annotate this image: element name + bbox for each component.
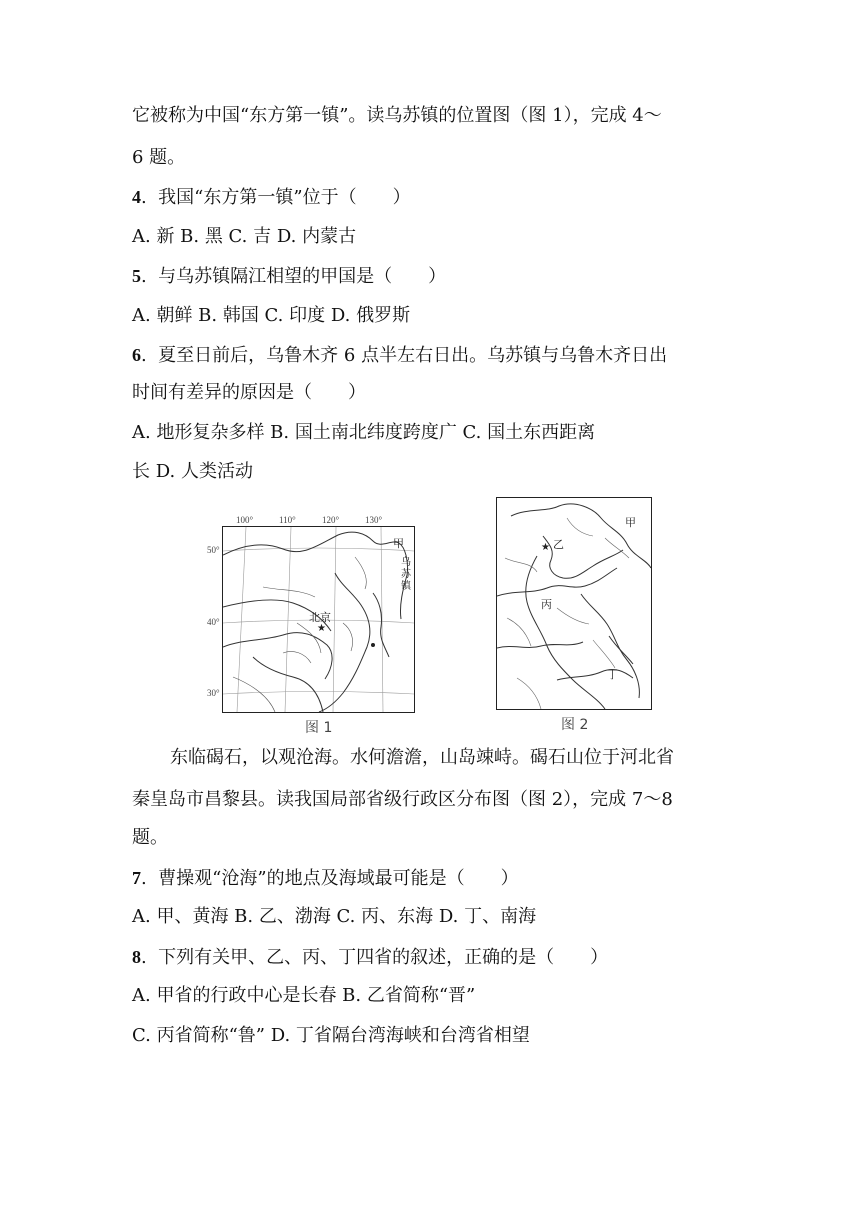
question-number: 5 <box>132 266 141 286</box>
figure-1-caption: 图 1 <box>305 720 333 736</box>
question-7: 7. 曹操观“沧海”的地点及海域最可能是（ ） <box>132 868 519 889</box>
lat-tick-50: 50° <box>207 545 220 555</box>
question-stem: 与乌苏镇隔江相望的甲国是（ ） <box>158 266 447 287</box>
intro-line-1: 它被称为中国“东方第一镇”。读乌苏镇的位置图（图 1），完成 4～ <box>132 105 662 126</box>
label-wusu: 乌 <box>401 557 411 568</box>
figure-2-map <box>496 497 652 710</box>
question-8-options-line-2: C. 丙省简称“鲁” D. 丁省隔台湾海峡和台湾省相望 <box>132 1025 530 1046</box>
question-stem: 夏至日前后，乌鲁木齐 6 点半左右日出。乌苏镇与乌鲁木齐日出 <box>158 345 668 366</box>
question-8-options-line-1: A. 甲省的行政中心是长春 B. 乙省简称“晋” <box>132 985 476 1006</box>
lon-tick-110: 110° <box>279 515 296 525</box>
label-jia: 甲 <box>393 537 404 550</box>
label-wusu-3: 镇 <box>401 581 411 592</box>
label-yi: 乙 <box>553 538 564 551</box>
question-5-options: A. 朝鲜 B. 韩国 C. 印度 D. 俄罗斯 <box>132 305 411 326</box>
question-6: 6. 夏至日前后，乌鲁木齐 6 点半左右日出。乌苏镇与乌鲁木齐日出 <box>132 345 668 366</box>
figure-1-svg <box>223 527 414 712</box>
label-jia: 甲 <box>625 516 636 529</box>
lat-tick-40: 40° <box>207 617 220 627</box>
question-7-options: A. 甲、黄海 B. 乙、渤海 C. 丙、东海 D. 丁、南海 <box>132 906 537 927</box>
figure-1-map <box>222 526 415 713</box>
passage-line-3: 题。 <box>132 827 168 848</box>
question-stem: 曹操观“沧海”的地点及海域最可能是（ ） <box>158 868 519 889</box>
question-6-stem-line-2: 时间有差异的原因是（ ） <box>132 382 366 403</box>
question-stem: 我国“东方第一镇”位于（ ） <box>158 187 411 208</box>
label-bing: 丙 <box>541 598 552 611</box>
label-ding: 丁 <box>607 668 618 681</box>
island-dot <box>371 643 375 647</box>
question-4-options: A. 新 B. 黑 C. 吉 D. 内蒙古 <box>132 226 357 247</box>
question-4: 4. 我国“东方第一镇”位于（ ） <box>132 187 411 208</box>
question-5: 5. 与乌苏镇隔江相望的甲国是（ ） <box>132 266 447 287</box>
star-icon: ★ <box>541 542 550 553</box>
question-number: 8 <box>132 947 141 967</box>
question-number: 6 <box>132 345 141 365</box>
intro-line-2: 6 题。 <box>132 147 186 168</box>
question-stem: 下列有关甲、乙、丙、丁四省的叙述，正确的是（ ） <box>158 947 609 968</box>
lon-tick-120: 120° <box>322 515 340 525</box>
question-8: 8. 下列有关甲、乙、丙、丁四省的叙述，正确的是（ ） <box>132 947 609 968</box>
passage-line-2: 秦皇岛市昌黎县。读我国局部省级行政区分布图（图 2），完成 7～8 <box>132 789 673 810</box>
lat-tick-30: 30° <box>207 688 220 698</box>
star-icon: ★ <box>317 623 326 634</box>
label-beijing: 北京 <box>309 611 331 624</box>
passage-line-1: 东临碣石，以观沧海。水何澹澹，山岛竦峙。碣石山位于河北省 <box>170 747 674 768</box>
question-number: 7 <box>132 868 141 888</box>
figure-2-svg <box>497 498 651 709</box>
lon-tick-100: 100° <box>236 515 254 525</box>
label-wusu-2: 苏 <box>401 569 411 580</box>
question-6-options-line-2: 长 D. 人类活动 <box>132 461 253 482</box>
figure-2-caption: 图 2 <box>561 717 589 733</box>
lon-tick-130: 130° <box>365 515 383 525</box>
question-6-options-line-1: A. 地形复杂多样 B. 国土南北纬度跨度广 C. 国土东西距离 <box>132 422 596 443</box>
question-number: 4 <box>132 187 141 207</box>
